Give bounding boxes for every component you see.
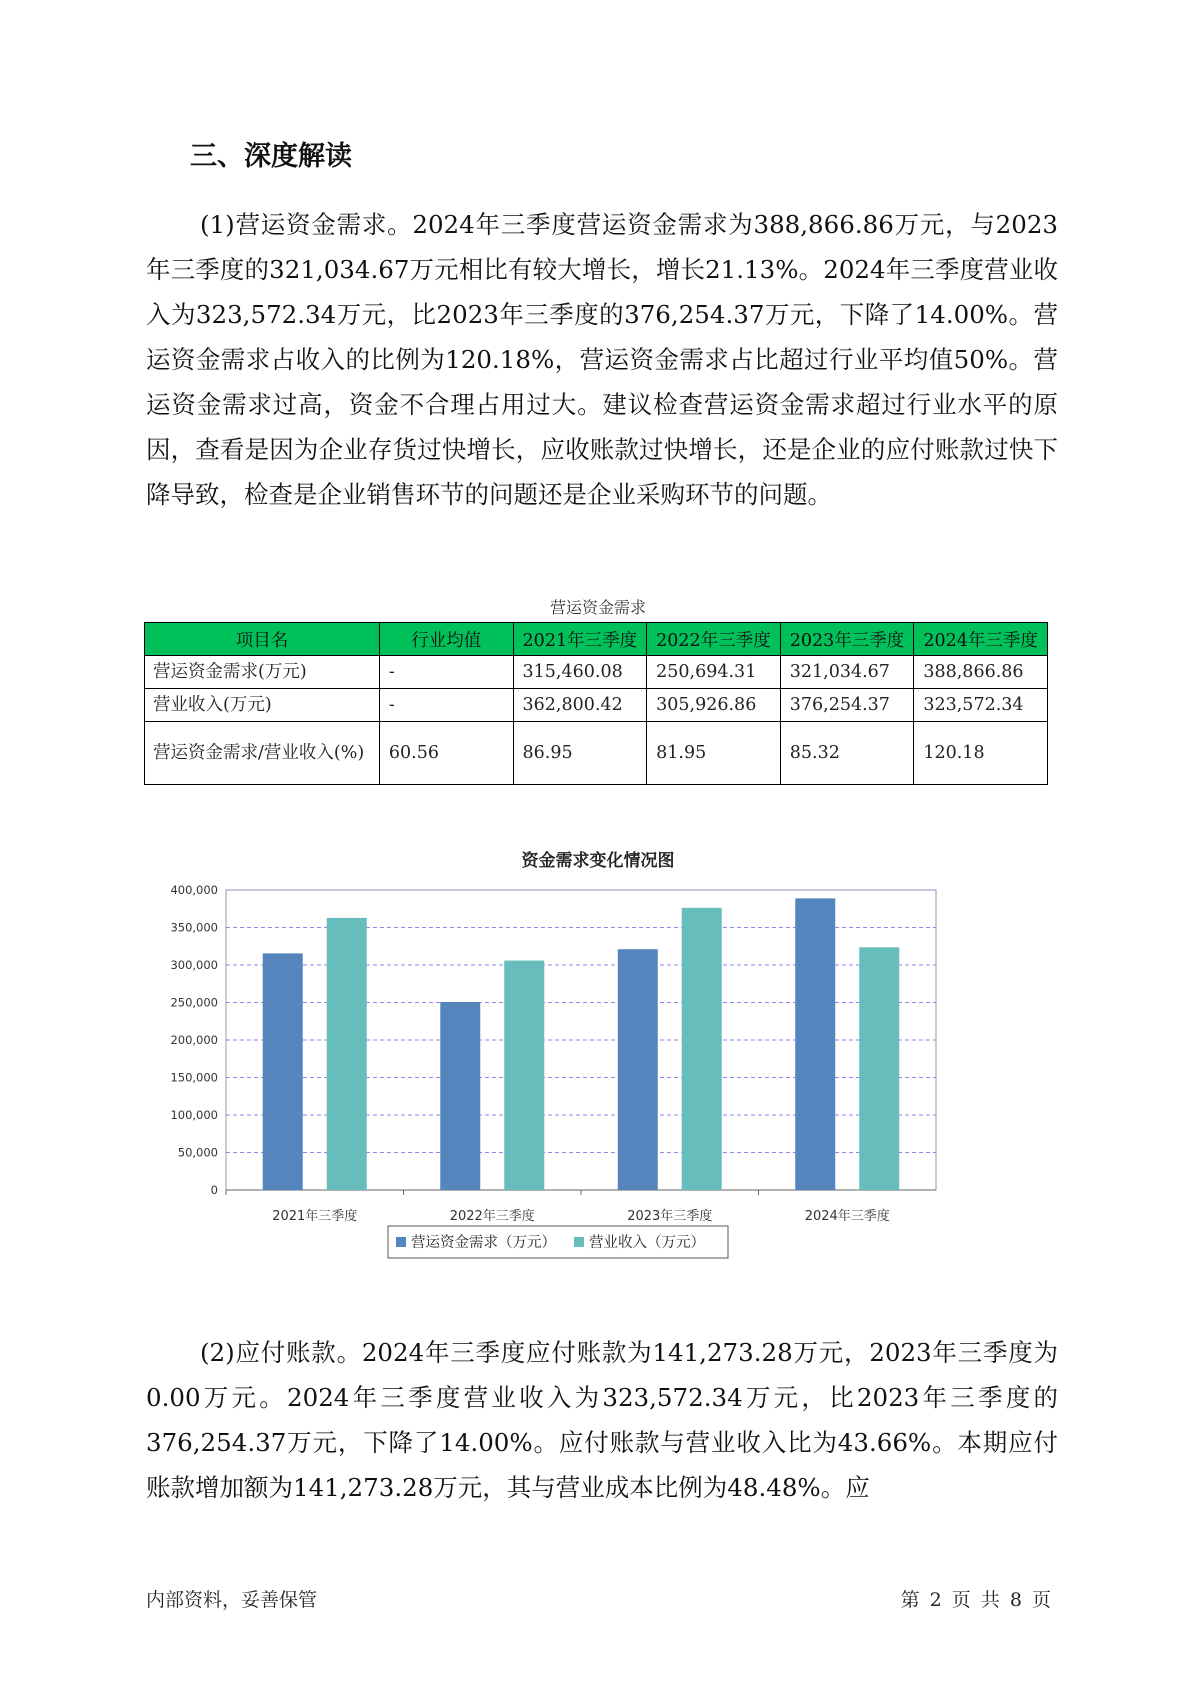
table-cell: 85.32 xyxy=(780,722,914,785)
table-caption: 营运资金需求 xyxy=(549,598,646,617)
table-cell: 376,254.37 xyxy=(780,689,914,722)
bar-working-capital xyxy=(263,953,303,1190)
legend-swatch xyxy=(574,1237,584,1247)
y-tick-label: 250,000 xyxy=(170,995,218,1010)
table-cell: - xyxy=(379,656,513,689)
table-cell: 321,034.67 xyxy=(780,656,914,689)
row-label: 营运资金需求(万元) xyxy=(145,656,380,689)
bar-chart xyxy=(140,880,1040,1290)
y-tick-label: 400,000 xyxy=(170,883,218,897)
header-2021q3: 2021年三季度 xyxy=(513,623,647,656)
y-tick-label: 0 xyxy=(210,1183,218,1197)
bar-working-capital xyxy=(618,949,658,1190)
table-row xyxy=(145,722,1048,785)
table-header-row xyxy=(145,623,1048,656)
table-row xyxy=(145,656,1048,689)
table-cell: 120.18 xyxy=(914,722,1048,785)
x-tick-label: 2021年三季度 xyxy=(272,1209,358,1224)
bar-revenue xyxy=(682,908,722,1190)
paragraph-accounts-payable: (2)应付账款。2024年三季度应付账款为141,273.28万元，2023年三季度为0.00万元。2024年三季度营业收入为323,572.34万元，比2023年三季度的376,254.37万元，下降了14.00%。应付账款与营业收入比为43.66%。本期应付账款增加额为141,273.28万元，其与营业成本比例为48.48%。应 xyxy=(146,1338,1058,1502)
table-cell: 323,572.34 xyxy=(914,689,1048,722)
row-label: 营运资金需求/营业收入(%) xyxy=(145,722,380,785)
bar-revenue xyxy=(859,947,899,1190)
x-tick-label: 2023年三季度 xyxy=(627,1209,713,1224)
table-cell: 86.95 xyxy=(513,722,647,785)
table-row xyxy=(145,689,1048,722)
footer-page-number: 第 2 页 共 8 页 xyxy=(900,1589,1051,1611)
table-cell: - xyxy=(379,689,513,722)
legend-label: 营运资金需求（万元） xyxy=(411,1235,556,1251)
legend-label: 营业收入（万元） xyxy=(589,1235,705,1251)
bar-revenue xyxy=(327,918,367,1190)
header-2023q3: 2023年三季度 xyxy=(780,623,914,656)
y-tick-label: 200,000 xyxy=(170,1033,218,1047)
header-2022q3: 2022年三季度 xyxy=(647,623,781,656)
x-tick-label: 2022年三季度 xyxy=(449,1209,535,1224)
chart-title: 资金需求变化情况图 xyxy=(521,851,675,871)
table-cell: 388,866.86 xyxy=(914,656,1048,689)
table-cell: 60.56 xyxy=(379,722,513,785)
working-capital-table xyxy=(144,622,1048,785)
table-cell: 315,460.08 xyxy=(513,656,647,689)
header-2024q3: 2024年三季度 xyxy=(914,623,1048,656)
table-cell: 362,800.42 xyxy=(513,689,647,722)
header-item-name: 项目名 xyxy=(145,623,380,656)
y-tick-label: 150,000 xyxy=(170,1070,218,1085)
y-tick-label: 50,000 xyxy=(177,1145,218,1160)
section-heading: 三、深度解读 xyxy=(190,141,352,172)
row-label: 营业收入(万元) xyxy=(145,689,380,722)
y-tick-label: 100,000 xyxy=(170,1108,218,1122)
x-tick-label: 2024年三季度 xyxy=(804,1209,890,1224)
table-cell: 305,926.86 xyxy=(647,689,781,722)
bar-working-capital xyxy=(440,1002,480,1190)
bar-working-capital xyxy=(795,898,835,1190)
table-cell: 250,694.31 xyxy=(647,656,781,689)
table-cell: 81.95 xyxy=(647,722,781,785)
bar-revenue xyxy=(504,961,544,1190)
header-industry-avg: 行业均值 xyxy=(379,623,513,656)
y-tick-label: 350,000 xyxy=(170,920,218,935)
paragraph-working-capital: (1)营运资金需求。2024年三季度营运资金需求为388,866.86万元，与2023年三季度的321,034.67万元相比有较大增长，增长21.13%。2024年三季度营业收入为323,572.34万元，比2023年三季度的376,254.37万元，下降了14.00%。营运资金需求占收入的比例为120.18%，营运资金需求占比超过行业平均值50%。营运资金需求过高，资金不合理占用过大。建议检查营运资金需求超过行业水平的原因，查看是因为企业存货过快增长，应收账款过快增长，还是企业的应付账款过快下降导致，检查是企业销售环节的问题还是企业采购环节的问题。 xyxy=(146,210,1058,509)
footer-confidential-note: 内部资料，妥善保管 xyxy=(146,1589,318,1611)
legend-swatch xyxy=(396,1237,406,1247)
y-tick-label: 300,000 xyxy=(170,958,218,972)
